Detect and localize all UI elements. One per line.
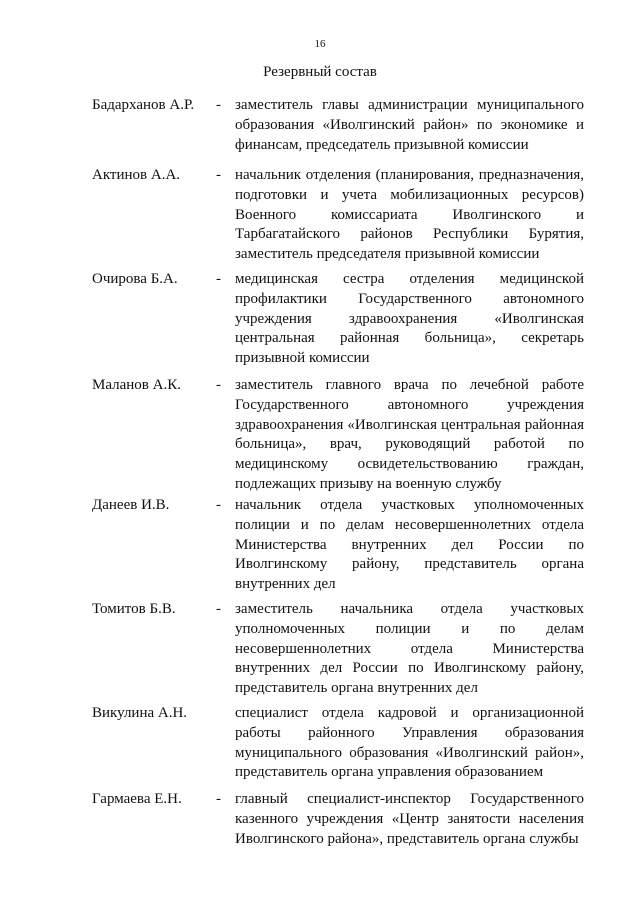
member-position: начальник отдела участковых уполномоченных полиции и по делам несовершеннолетних отдела Министерства внутренних дел России по Иволгинскому району, представитель органа внутренних дел xyxy=(235,497,584,593)
member-entry xyxy=(92,704,584,783)
member-name: Маланов А.К. xyxy=(92,377,181,393)
member-entry xyxy=(92,270,584,369)
member-position: медицинская сестра отделения медицинской профилактики Государственного автономного учреждения здравоохранения «Иволгинская центральная районная больница», секретарь призывной комиссии xyxy=(235,271,584,367)
member-name: Данеев И.В. xyxy=(92,497,170,513)
member-name: Гармаева Е.Н. xyxy=(92,791,182,807)
member-name: Актинов А.А. xyxy=(92,167,181,183)
member-dash: - xyxy=(216,601,221,617)
member-position: заместитель главного врача по лечебной работе Государственного автономного учреждения здравоохранения «Иволгинская центральная районная больница», врач, руководящий работой по медицинскому освидетельствованию граждан, подлежащих призыву на военную службу xyxy=(235,377,584,492)
member-entry xyxy=(92,496,584,595)
member-name: Викулина А.Н. xyxy=(92,705,188,721)
member-position: главный специалист-инспектор Государственного казенного учреждения «Центр занятости населения Иволгинского района», представитель органа службы xyxy=(235,791,584,847)
member-entry xyxy=(92,96,584,155)
member-entry xyxy=(92,376,584,495)
member-position: заместитель главы администрации муниципального образования «Иволгинский район» по экономике и финансам, председатель призывной комиссии xyxy=(235,97,584,153)
member-entry xyxy=(92,166,584,265)
member-position: начальник отделения (планирования, предназначения, подготовки и учета мобилизационных ресурсов) Военного комиссариата Иволгинского и Тарбагатайского районов Республики Бурятия, заместитель председателя призывной комиссии xyxy=(235,167,584,263)
member-dash: - xyxy=(216,497,221,513)
member-dash: - xyxy=(216,377,221,393)
member-entry xyxy=(92,600,584,699)
section-title: Резервный состав xyxy=(263,64,377,80)
member-position: специалист отдела кадровой и организационной работы районного Управления образования муниципального образования «Иволгинский район», представитель органа управления образованием xyxy=(235,705,584,781)
member-dash: - xyxy=(216,271,221,287)
member-dash: - xyxy=(216,791,221,807)
member-name: Очирова Б.А. xyxy=(92,271,178,287)
member-name: Бадарханов А.Р. xyxy=(92,97,195,113)
page-number: 16 xyxy=(314,38,326,50)
member-dash: - xyxy=(216,167,221,183)
member-position: заместитель начальника отдела участковых уполномоченных полиции и по делам несовершеннолетних отдела Министерства внутренних дел России по Иволгинскому району, представитель органа внутренних дел xyxy=(235,601,584,697)
member-dash: - xyxy=(216,97,221,113)
member-entry xyxy=(92,790,584,849)
member-name: Томитов Б.В. xyxy=(92,601,176,617)
